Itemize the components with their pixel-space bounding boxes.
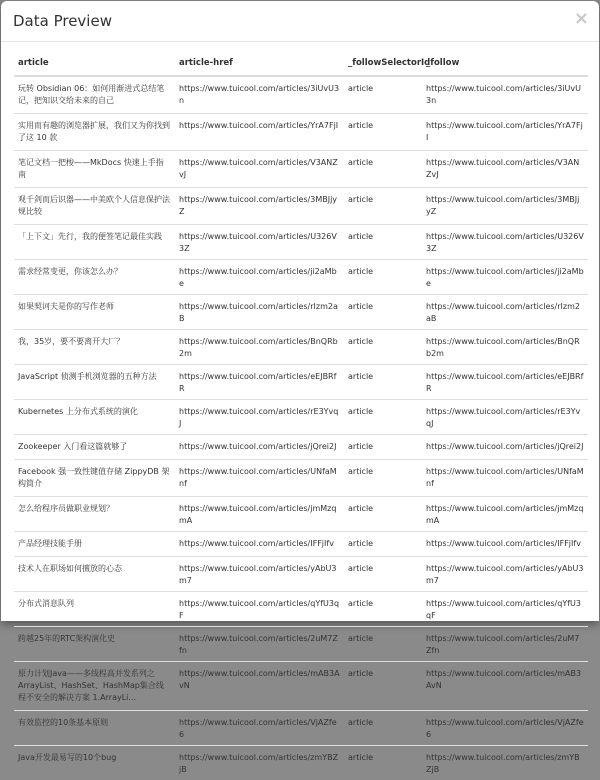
cell-follow-selector-id: article bbox=[344, 746, 422, 780]
cell-article-href: https://www.tuicool.com/articles/rIzm2aB bbox=[175, 295, 344, 330]
table-row bbox=[14, 592, 588, 627]
cell-article-href: https://www.tuicool.com/articles/rE3YvqJ bbox=[175, 400, 344, 435]
table-row bbox=[14, 114, 588, 151]
cell-article: Facebook 强一致性键值存储 ZippyDB 架构简介 bbox=[14, 460, 175, 497]
column-header-article-href: article-href bbox=[175, 50, 344, 76]
table-row bbox=[14, 151, 588, 188]
cell-follow-selector-id: article bbox=[344, 188, 422, 225]
cell-follow: https://www.tuicool.com/articles/YrA7FjI bbox=[422, 114, 588, 151]
cell-article: JavaScript 侦测手机浏览器的五种方法 bbox=[14, 365, 175, 400]
cell-article: 原力计划Java——多线程高并发系列之ArrayList、HashSet、HashMap集合线程不安全的解决方案 1.ArrayLi... bbox=[14, 662, 175, 711]
cell-follow: https://www.tuicool.com/articles/jQrei2J bbox=[422, 435, 588, 460]
cell-article: 有效监控的10条基本原则 bbox=[14, 711, 175, 746]
cell-follow-selector-id: article bbox=[344, 435, 422, 460]
cell-article: 玩转 Obsidian 06：如何用渐进式总结笔记，把知识交给未来的自己 bbox=[14, 76, 175, 114]
preview-table bbox=[14, 50, 588, 780]
cell-follow: https://www.tuicool.com/articles/UNfaMnf bbox=[422, 460, 588, 497]
cell-follow: https://www.tuicool.com/articles/3iUvU3n bbox=[422, 76, 588, 114]
cell-article-href: https://www.tuicool.com/articles/mAB3AvN bbox=[175, 662, 344, 711]
close-icon[interactable]: × bbox=[574, 10, 589, 28]
cell-article: Java开发最易写的10个bug bbox=[14, 746, 175, 780]
cell-follow-selector-id: article bbox=[344, 295, 422, 330]
table-row bbox=[14, 260, 588, 295]
table-row bbox=[14, 627, 588, 662]
cell-follow: https://www.tuicool.com/articles/rE3YvqJ bbox=[422, 400, 588, 435]
cell-article: 跨越25年的RTC架构演化史 bbox=[14, 627, 175, 662]
cell-follow-selector-id: article bbox=[344, 76, 422, 114]
cell-article-href: https://www.tuicool.com/articles/U326V3Z bbox=[175, 225, 344, 260]
cell-article-href: https://www.tuicool.com/articles/3iUvU3n bbox=[175, 76, 344, 114]
cell-article: 技术人在职场如何擅放的心态 bbox=[14, 557, 175, 592]
cell-article-href: https://www.tuicool.com/articles/qYfU3qF bbox=[175, 592, 344, 627]
cell-article-href: https://www.tuicool.com/articles/jmMzqmA bbox=[175, 497, 344, 532]
cell-article: 怎么给程序员做职业规划？ bbox=[14, 497, 175, 532]
cell-follow-selector-id: article bbox=[344, 400, 422, 435]
table-row bbox=[14, 532, 588, 557]
cell-follow-selector-id: article bbox=[344, 497, 422, 532]
cell-article: 「上下文」先行，我的便签笔记最佳实践 bbox=[14, 225, 175, 260]
table-body bbox=[14, 76, 588, 780]
cell-article: 我，35岁，要不要离开大厂？ bbox=[14, 330, 175, 365]
cell-follow: https://www.tuicool.com/articles/jmMzqmA bbox=[422, 497, 588, 532]
table-row bbox=[14, 662, 588, 711]
cell-follow-selector-id: article bbox=[344, 627, 422, 662]
cell-article-href: https://www.tuicool.com/articles/ji2aMbe bbox=[175, 260, 344, 295]
cell-follow-selector-id: article bbox=[344, 260, 422, 295]
cell-follow-selector-id: article bbox=[344, 330, 422, 365]
cell-article-href: https://www.tuicool.com/articles/IFFjIfv bbox=[175, 532, 344, 557]
cell-article-href: https://www.tuicool.com/articles/eEJBRfR bbox=[175, 365, 344, 400]
cell-article: 实用而有趣的浏览器扩展，我们又为你找到了这 10 款 bbox=[14, 114, 175, 151]
table-row bbox=[14, 295, 588, 330]
cell-article-href: https://www.tuicool.com/articles/2uM7Zfn bbox=[175, 627, 344, 662]
cell-article: 如果契诃夫是你的写作老师 bbox=[14, 295, 175, 330]
cell-follow: https://www.tuicool.com/articles/2uM7Zfn bbox=[422, 627, 588, 662]
cell-article-href: https://www.tuicool.com/articles/V3ANZvJ bbox=[175, 151, 344, 188]
cell-article: Kubernetes 上分布式系统的演化 bbox=[14, 400, 175, 435]
cell-follow: https://www.tuicool.com/articles/eEJBRfR bbox=[422, 365, 588, 400]
cell-follow-selector-id: article bbox=[344, 460, 422, 497]
cell-article: 分布式消息队列 bbox=[14, 592, 175, 627]
dialog-header bbox=[1, 1, 599, 42]
cell-follow: https://www.tuicool.com/articles/ji2aMbe bbox=[422, 260, 588, 295]
table-row bbox=[14, 497, 588, 532]
cell-follow-selector-id: article bbox=[344, 365, 422, 400]
table-row bbox=[14, 460, 588, 497]
column-header-follow-selector-id: _followSelectorId bbox=[344, 50, 422, 76]
table-header-row bbox=[14, 50, 588, 76]
cell-follow: https://www.tuicool.com/articles/yAbU3m7 bbox=[422, 557, 588, 592]
cell-follow: https://www.tuicool.com/articles/V3ANZvJ bbox=[422, 151, 588, 188]
table-row bbox=[14, 711, 588, 746]
table-row bbox=[14, 225, 588, 260]
cell-follow: https://www.tuicool.com/articles/IFFjIfv bbox=[422, 532, 588, 557]
cell-article-href: https://www.tuicool.com/articles/VjAZfe6 bbox=[175, 711, 344, 746]
cell-follow: https://www.tuicool.com/articles/zmYBZjB bbox=[422, 746, 588, 780]
cell-article: 观千剑而后识器——中美欧个人信息保护法规比较 bbox=[14, 188, 175, 225]
table-row bbox=[14, 76, 588, 114]
cell-article-href: https://www.tuicool.com/articles/BnQRb2m bbox=[175, 330, 344, 365]
cell-article-href: https://www.tuicool.com/articles/yAbU3m7 bbox=[175, 557, 344, 592]
cell-follow-selector-id: article bbox=[344, 557, 422, 592]
column-header-follow: _follow bbox=[422, 50, 588, 76]
table-row bbox=[14, 746, 588, 780]
cell-follow-selector-id: article bbox=[344, 114, 422, 151]
cell-follow: https://www.tuicool.com/articles/qYfU3qF bbox=[422, 592, 588, 627]
cell-follow-selector-id: article bbox=[344, 225, 422, 260]
cell-follow: https://www.tuicool.com/articles/BnQRb2m bbox=[422, 330, 588, 365]
cell-follow: https://www.tuicool.com/articles/rIzm2aB bbox=[422, 295, 588, 330]
cell-article: 产品经理技能手册 bbox=[14, 532, 175, 557]
cell-article-href: https://www.tuicool.com/articles/YrA7FjI bbox=[175, 114, 344, 151]
cell-follow-selector-id: article bbox=[344, 532, 422, 557]
table-row bbox=[14, 188, 588, 225]
cell-article: Zookeeper 入门看这篇就够了 bbox=[14, 435, 175, 460]
cell-follow-selector-id: article bbox=[344, 662, 422, 711]
cell-follow: https://www.tuicool.com/articles/VjAZfe6 bbox=[422, 711, 588, 746]
cell-article-href: https://www.tuicool.com/articles/3MBJjyZ bbox=[175, 188, 344, 225]
cell-follow-selector-id: article bbox=[344, 151, 422, 188]
cell-follow-selector-id: article bbox=[344, 711, 422, 746]
cell-follow: https://www.tuicool.com/articles/3MBJjyZ bbox=[422, 188, 588, 225]
table-row bbox=[14, 400, 588, 435]
cell-article: 笔记文档一把梭——MkDocs 快速上手指南 bbox=[14, 151, 175, 188]
data-preview-dialog bbox=[1, 1, 599, 621]
cell-article-href: https://www.tuicool.com/articles/UNfaMnf bbox=[175, 460, 344, 497]
cell-follow: https://www.tuicool.com/articles/U326V3Z bbox=[422, 225, 588, 260]
cell-article-href: https://www.tuicool.com/articles/jQrei2J bbox=[175, 435, 344, 460]
cell-article-href: https://www.tuicool.com/articles/zmYBZjB bbox=[175, 746, 344, 780]
table-row bbox=[14, 330, 588, 365]
table-row bbox=[14, 557, 588, 592]
column-header-article: article bbox=[14, 50, 175, 76]
cell-follow: https://www.tuicool.com/articles/mAB3AvN bbox=[422, 662, 588, 711]
dialog-body bbox=[1, 42, 599, 780]
cell-follow-selector-id: article bbox=[344, 592, 422, 627]
table-row bbox=[14, 365, 588, 400]
table-row bbox=[14, 435, 588, 460]
cell-article: 需求经常变更，你该怎么办？ bbox=[14, 260, 175, 295]
dialog-title: Data Preview bbox=[13, 12, 112, 30]
